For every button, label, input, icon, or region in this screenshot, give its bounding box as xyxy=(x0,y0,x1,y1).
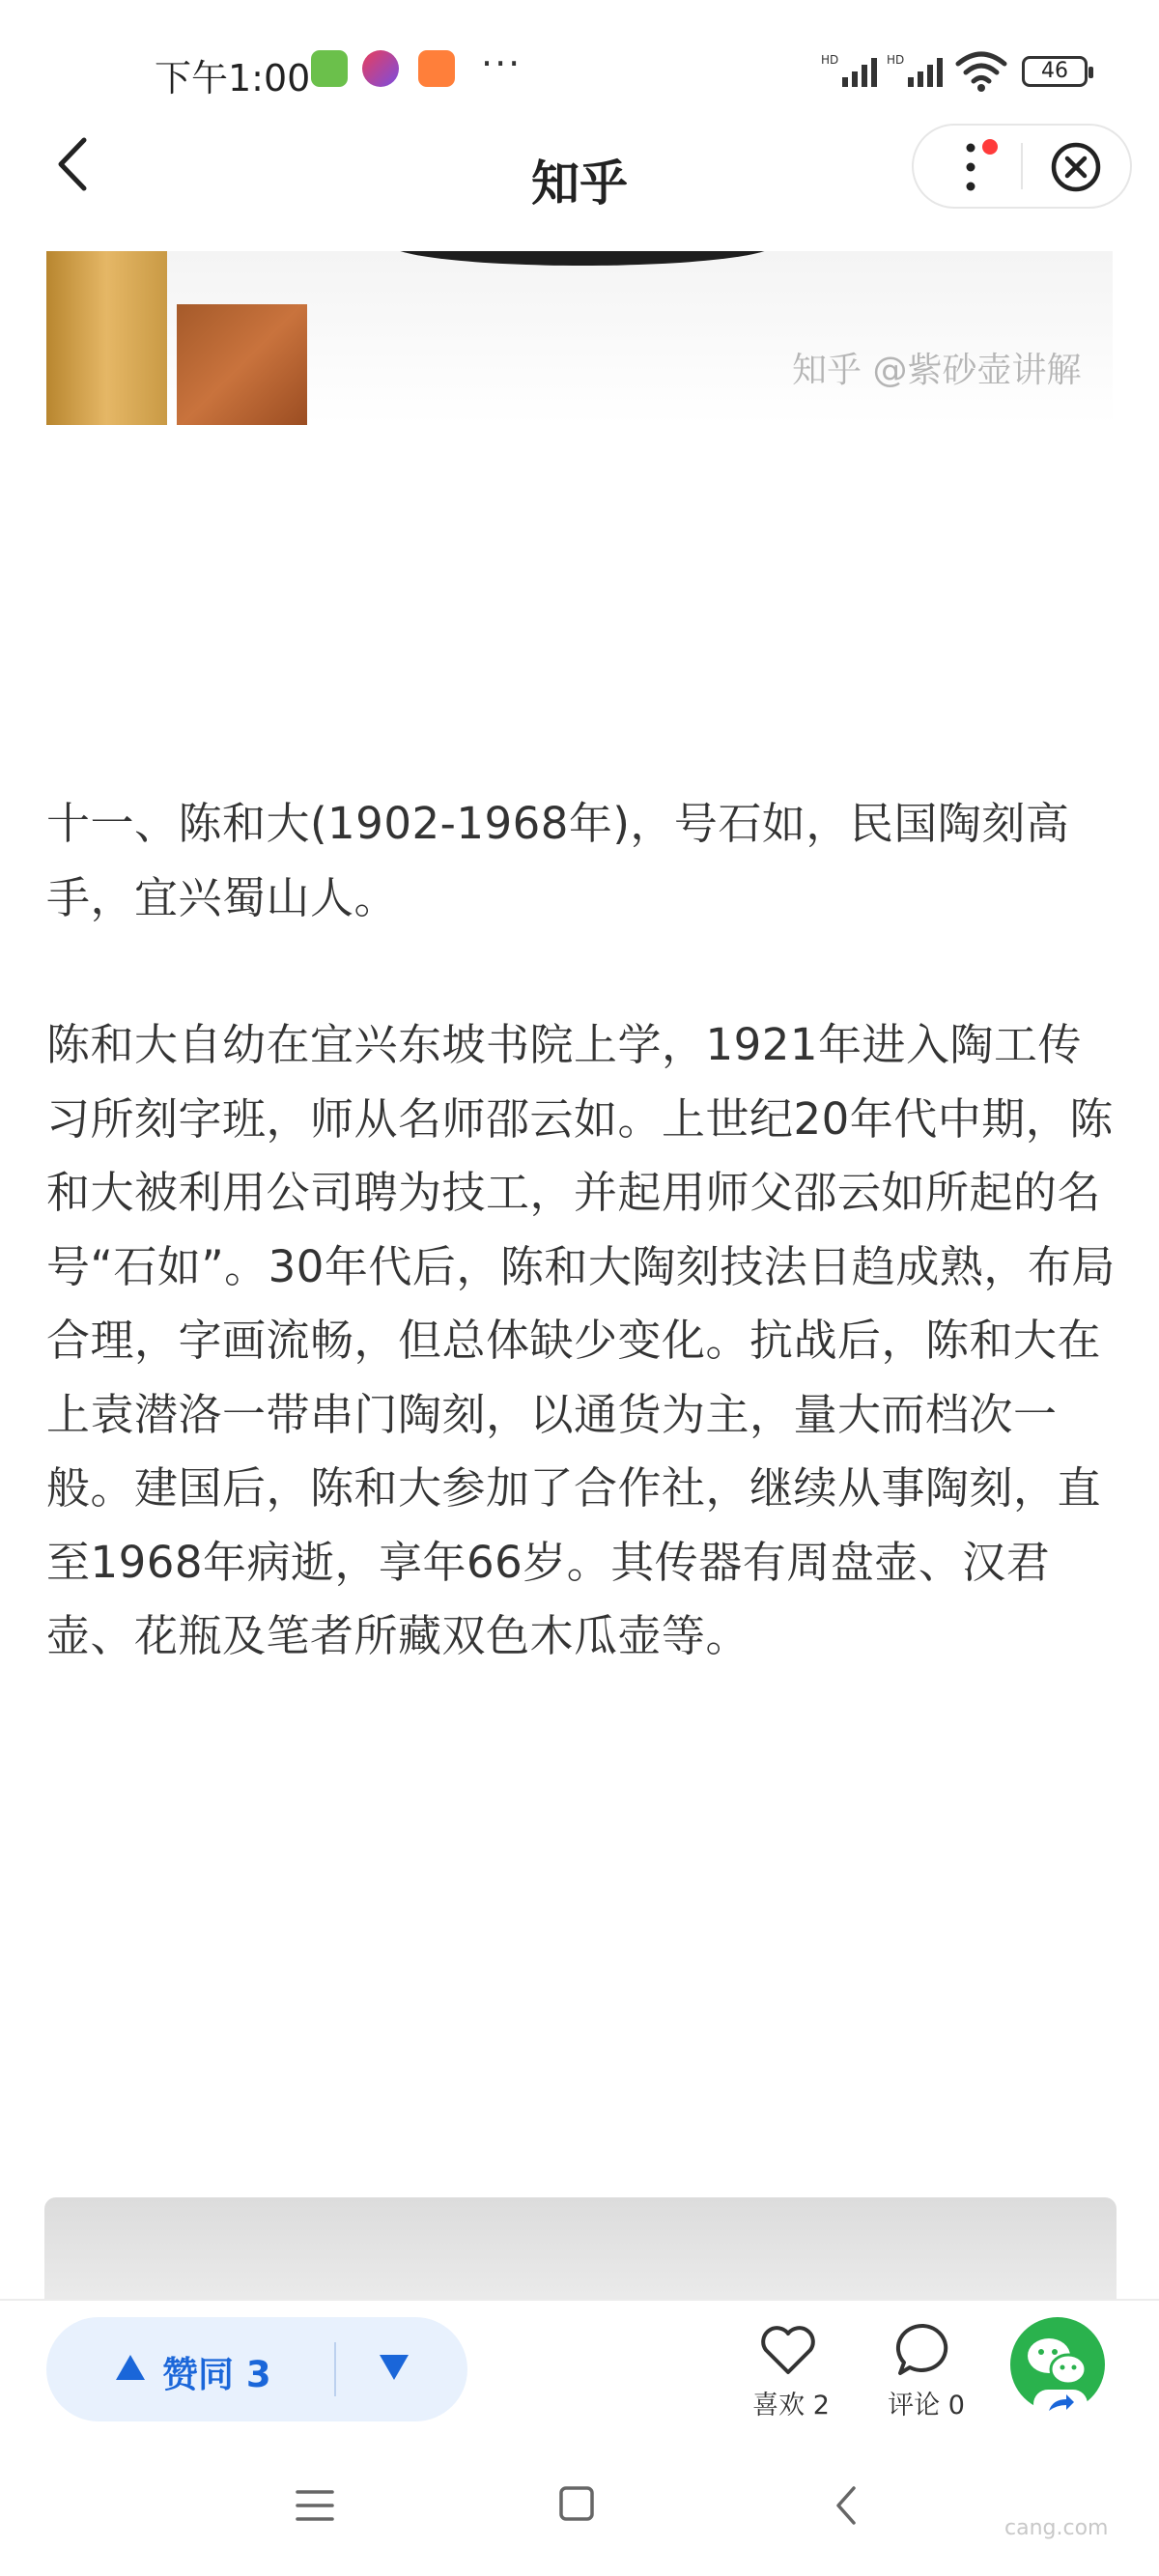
signal-hd-label: HD xyxy=(887,53,905,67)
heart-icon xyxy=(757,2320,819,2378)
status-time: 下午1:00 xyxy=(155,57,311,99)
downvote-icon[interactable] xyxy=(378,2353,410,2382)
more-options-icon[interactable] xyxy=(961,140,980,194)
article-paragraph: 陈和大自幼在宜兴东坡书院上学，1921年进入陶工传习所刻字班，师从名师邵云如。上世纪20年代中期，陈和大被利用公司聘为技工，并起用师父邵云如所起的名号“石如”。30年代后，陈和大陶刻技法日趋成熟，布局合理，字画流畅，但总体缺少变化。抗战后，陈和大在上袁潜洛一带串门陶刻，以通货为主，量大而档次一般。建国后，陈和大参加了合作社，继续从事陶刻，直至1968年病逝，享年66岁。其传器有周盘壶、汉君壶、花瓶及笔者所藏双色木瓜壶等。 xyxy=(46,1019,1116,1661)
more-notifications-icon: ··· xyxy=(481,42,523,85)
notification-app-icon xyxy=(311,50,348,87)
close-icon[interactable] xyxy=(1050,141,1102,193)
comment-icon xyxy=(892,2320,954,2378)
wifi-icon xyxy=(954,48,1008,93)
upvote-button[interactable]: 赞同 3 xyxy=(162,2354,271,2395)
like-count: 喜欢 2 xyxy=(752,2391,830,2420)
capsule-divider xyxy=(1021,143,1023,189)
teapot-shadow xyxy=(389,251,776,266)
article-paragraph: 十一、陈和大(1902-1968年)，号石如，民国陶刻高手，宜兴蜀山人。 xyxy=(46,798,1070,923)
comment-count: 评论 0 xyxy=(888,2391,965,2420)
system-back-icon[interactable] xyxy=(833,2482,860,2529)
next-article-image[interactable] xyxy=(44,2197,1117,2304)
image-watermark: 知乎 @紫砂壶讲解 xyxy=(792,351,1082,390)
signal-icon xyxy=(887,52,948,89)
signal-hd-label: HD xyxy=(821,53,839,67)
notification-app-icon xyxy=(418,50,455,87)
corner-watermark-logo: cang.com xyxy=(1004,2516,1109,2540)
vote-divider xyxy=(334,2342,336,2396)
share-arrow-icon[interactable] xyxy=(1033,2390,1088,2419)
comment-button[interactable] xyxy=(873,2318,970,2424)
carved-seal-image xyxy=(177,304,307,425)
recent-apps-icon[interactable] xyxy=(294,2486,336,2525)
signal-icon xyxy=(821,52,883,89)
page-title: 知乎 xyxy=(531,156,628,212)
carved-seal-image xyxy=(46,251,167,425)
home-icon[interactable] xyxy=(558,2485,595,2522)
article-image[interactable] xyxy=(46,251,1113,425)
article-body xyxy=(46,787,1118,1747)
like-button[interactable] xyxy=(738,2318,834,2424)
notification-dot xyxy=(982,139,998,155)
upvote-icon[interactable] xyxy=(114,2353,147,2382)
notification-app-icon xyxy=(362,50,399,87)
battery-indicator: 46 xyxy=(1022,56,1088,87)
